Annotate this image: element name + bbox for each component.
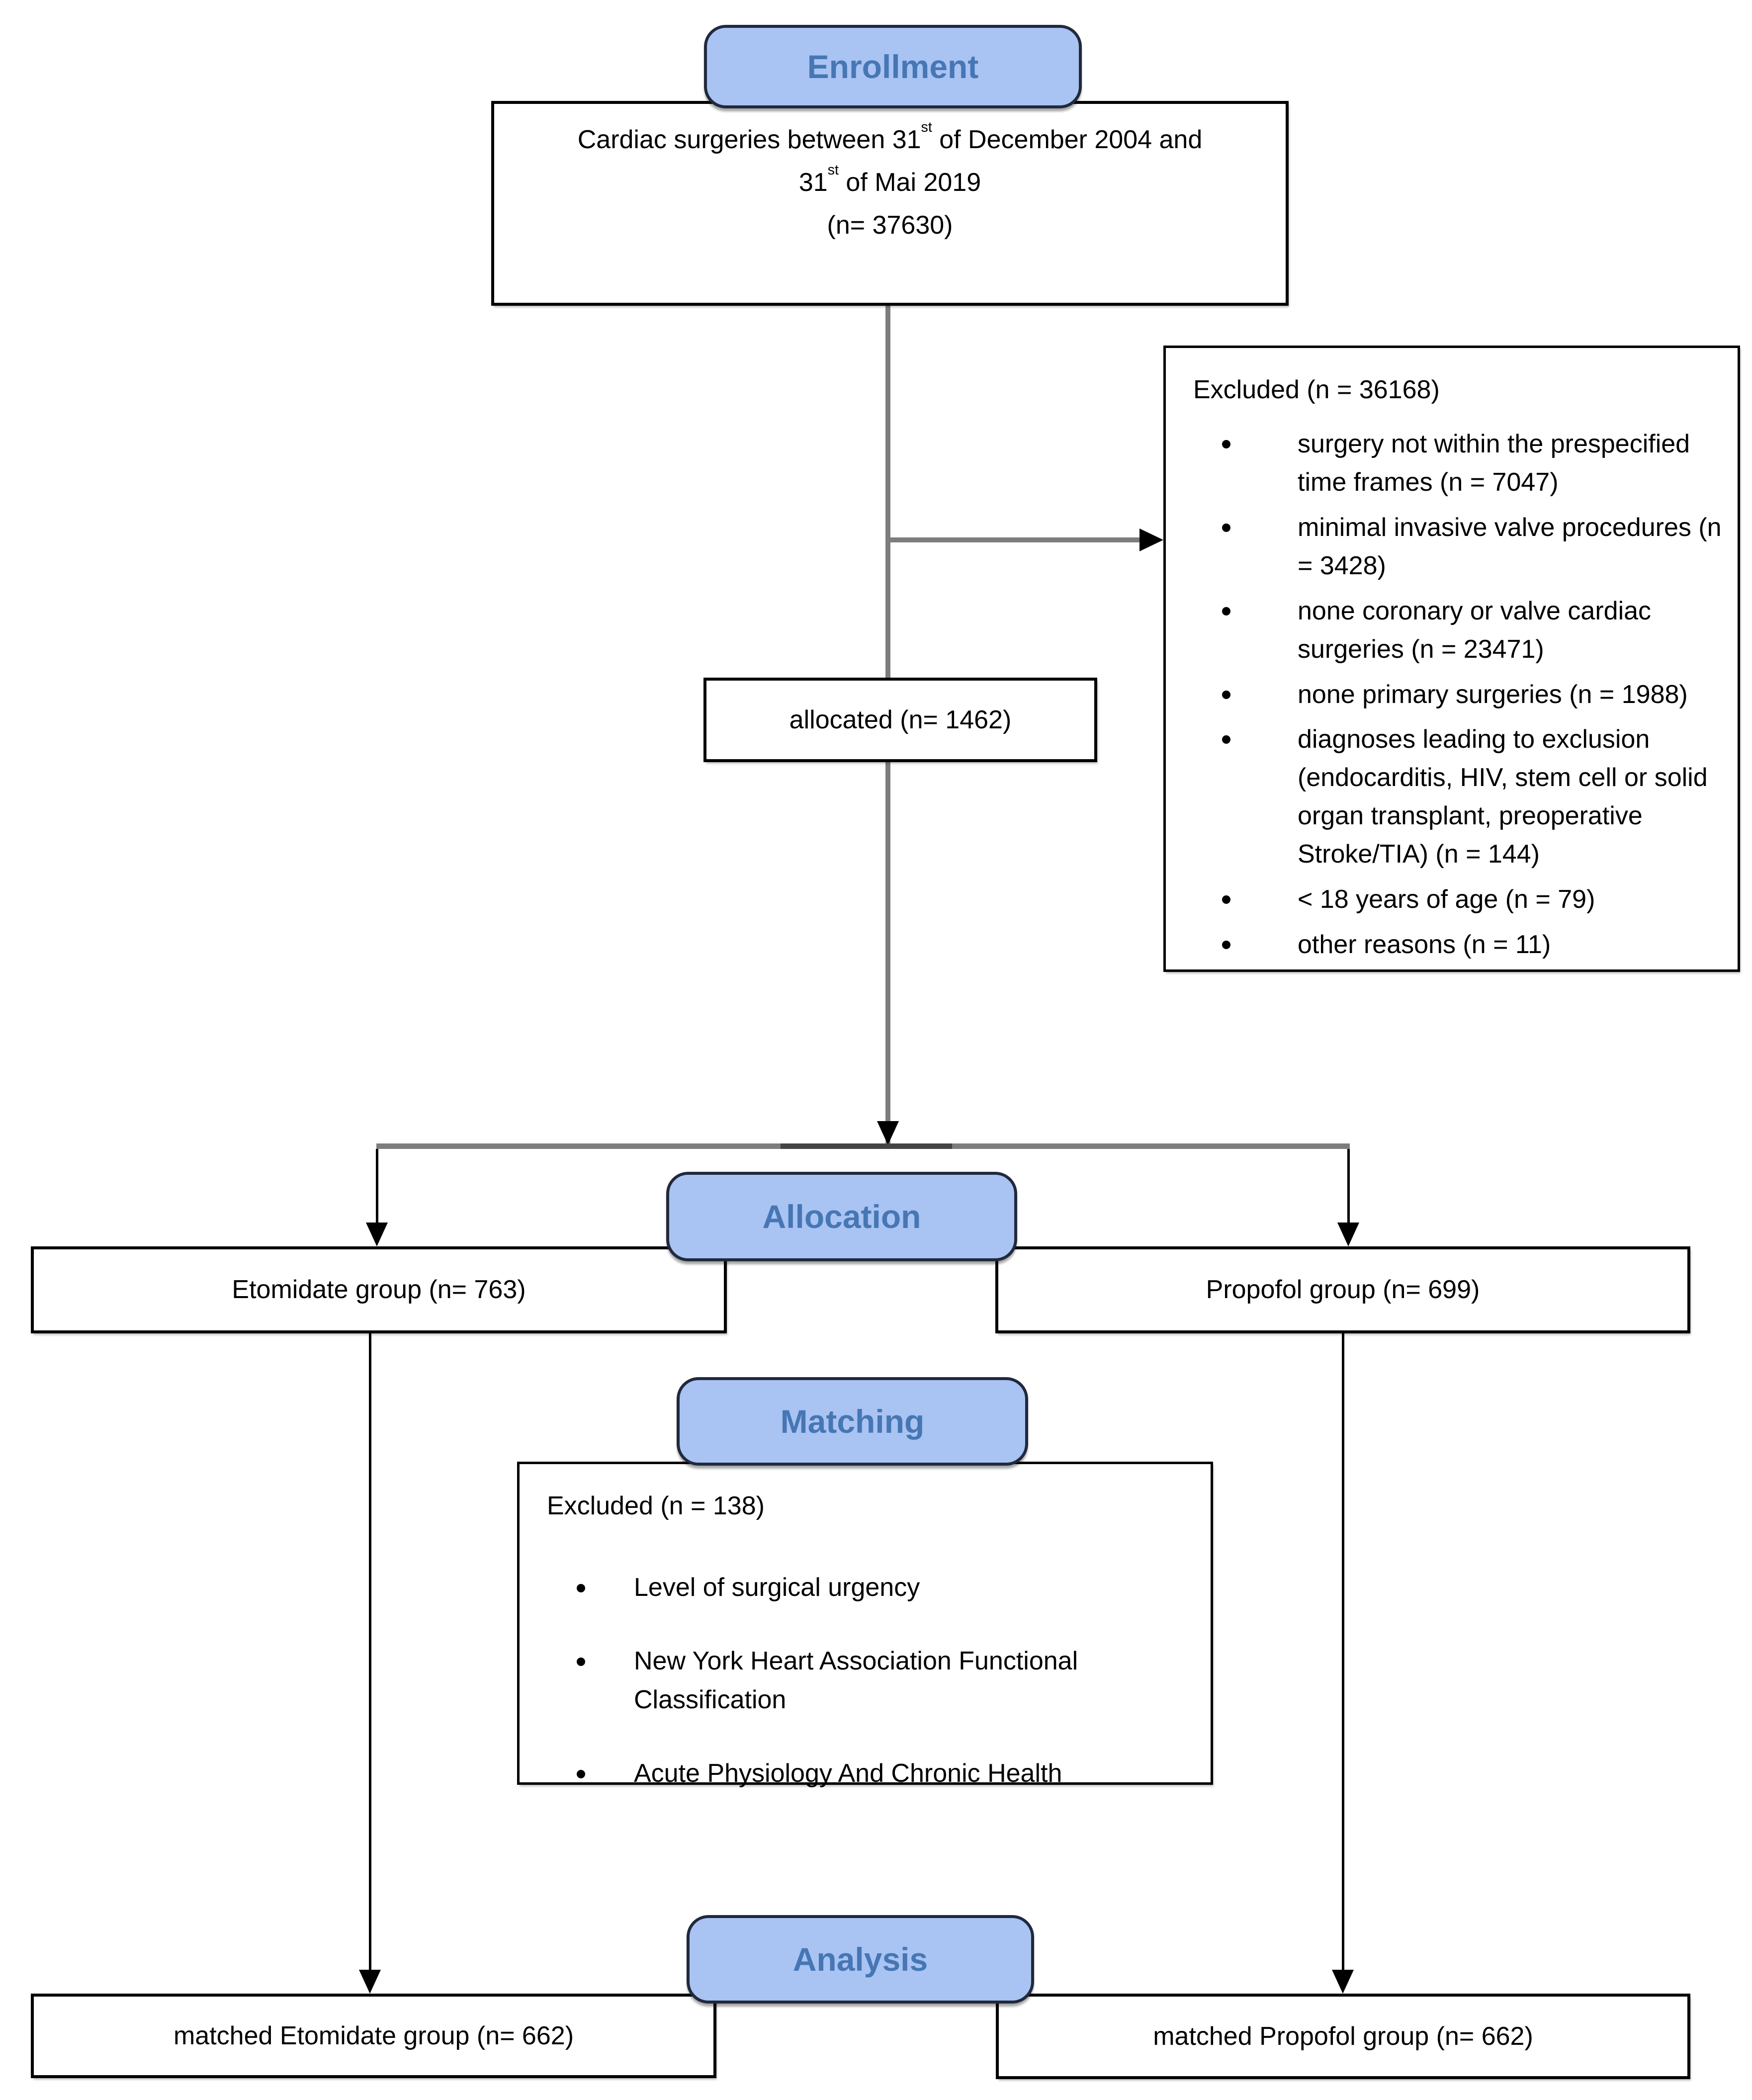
matched-propofol-box (996, 1994, 1690, 2079)
enrollment-source-line-1 (494, 119, 1286, 162)
matching-excluded-list-item (547, 1642, 1196, 1719)
bullet-icon (1222, 440, 1230, 448)
line-text: Cardiac surgeries between 31 (577, 125, 921, 154)
excluded-list-item (1193, 592, 1723, 669)
bullet-icon (1222, 524, 1230, 532)
connector-allocated-to-split (885, 762, 890, 1145)
matching-excluded-list-item (547, 1754, 1196, 1793)
excluded-title: Excluded (n = 36168) (1193, 375, 1440, 404)
matching-excluded-list-item (547, 1568, 1196, 1607)
propofol-group-box (995, 1246, 1690, 1333)
etomidate-group-label: Etomidate group (n= 763) (232, 1275, 526, 1304)
line-text: of Mai 2019 (838, 168, 981, 197)
allocation-heading (666, 1172, 1017, 1261)
connector-source-to-allocated (885, 306, 890, 678)
arrow-right-icon (1139, 528, 1163, 551)
connector-split-to-etomidate (376, 1149, 378, 1223)
matching-excluded-title: Excluded (n = 138) (547, 1491, 765, 1520)
excluded-list-item (1193, 720, 1723, 874)
excluded-box (1163, 346, 1740, 972)
bullet-icon (577, 1584, 585, 1592)
enrollment-source-line-2 (494, 162, 1286, 204)
arrow-down-icon (359, 1970, 381, 1994)
connector-to-excluded (888, 537, 1141, 542)
matched-etomidate-label: matched Etomidate group (n= 662) (173, 2021, 574, 2050)
line-text: of December 2004 and (932, 125, 1203, 154)
bullet-icon (577, 1658, 585, 1666)
matching-excluded-list (547, 1568, 1196, 1793)
excluded-list-item (1193, 676, 1723, 714)
excluded-list-item (1193, 425, 1723, 502)
connector-etomidate-to-matched (369, 1333, 371, 1970)
bullet-icon (1222, 895, 1230, 904)
connector-propofol-to-matched (1342, 1333, 1344, 1970)
connector-split-dark-segment (781, 1143, 952, 1149)
propofol-group-label: Propofol group (n= 699) (1206, 1275, 1480, 1304)
superscript: st (921, 119, 932, 136)
bullet-icon (1222, 691, 1230, 699)
enrollment-heading (704, 25, 1082, 108)
matching-heading-label: Matching (780, 1403, 925, 1440)
allocation-heading-label: Allocation (762, 1198, 921, 1235)
connector-split-to-propofol (1347, 1149, 1350, 1223)
arrow-down-icon (1337, 1223, 1359, 1246)
excluded-item-text: minimal invasive valve procedures (n = 3428) (1298, 513, 1722, 580)
matched-propofol-label: matched Propofol group (n= 662) (1153, 2021, 1533, 2051)
matching-excluded-item-text: New York Heart Association Functional Classification (634, 1646, 1078, 1714)
excluded-list-item (1193, 926, 1723, 964)
enrollment-heading-label: Enrollment (807, 48, 979, 85)
arrow-down-icon (1332, 1970, 1354, 1994)
excluded-item-text: < 18 years of age (n = 79) (1298, 885, 1595, 914)
excluded-list-item (1193, 880, 1723, 919)
analysis-heading (687, 1915, 1034, 2004)
bullet-icon (1222, 941, 1230, 949)
excluded-list (1193, 425, 1723, 964)
superscript: st (827, 162, 839, 178)
line-text: 31 (798, 168, 828, 197)
excluded-item-text: surgery not within the prespecified time frames (n = 7047) (1298, 429, 1690, 497)
etomidate-group-box (31, 1246, 727, 1333)
matched-etomidate-box (31, 1994, 716, 2078)
excluded-list-item (1193, 509, 1723, 585)
excluded-item-text: diagnoses leading to exclusion (endocarditis, HIV, stem cell or solid organ transplant, preoperative Stroke/TIA) (n = 144) (1298, 725, 1708, 869)
allocated-box (703, 678, 1097, 762)
enrollment-source-count: (n= 37630) (827, 210, 953, 240)
bullet-icon (1222, 735, 1230, 744)
matching-excluded-item-text: Level of surgical urgency (634, 1573, 920, 1602)
arrow-down-icon (366, 1223, 388, 1246)
analysis-heading-label: Analysis (792, 1941, 928, 1978)
enrollment-source-box (491, 101, 1289, 306)
matching-heading (677, 1377, 1028, 1466)
excluded-item-text: other reasons (n = 11) (1298, 930, 1551, 960)
excluded-item-text: none primary surgeries (n = 1988) (1298, 680, 1688, 709)
allocated-label: allocated (n= 1462) (789, 705, 1012, 734)
arrow-down-icon (877, 1121, 899, 1145)
excluded-item-text: none coronary or valve cardiac surgeries (n = 23471) (1298, 596, 1652, 664)
matching-excluded-box (517, 1462, 1213, 1788)
bullet-icon (1222, 607, 1230, 615)
matching-excluded-item-text: Acute Physiology And Chronic Health (634, 1758, 1062, 1788)
bullet-icon (577, 1770, 585, 1778)
